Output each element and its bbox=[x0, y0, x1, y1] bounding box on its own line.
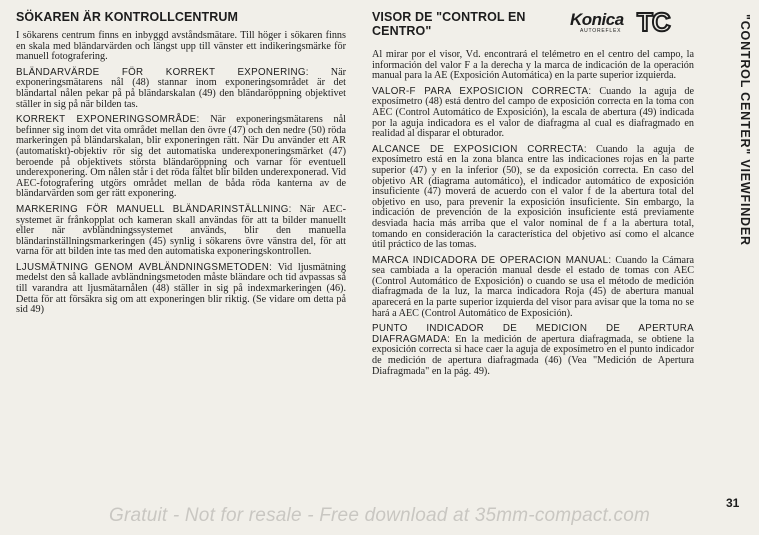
section-heading: ALCANCE DE EXPOSICION CORRECTA: bbox=[372, 143, 587, 155]
spanish-column bbox=[372, 7, 694, 382]
section-text: Vid ljusmätning medelst den så kallade avbländningsmetoden måste bländare och tid avpassas så till varandra att ljusmätarnålen (48) ställer in sig på indexmarkeringen (46). Detta för att försäkra sig om att exponeringen blir riktig. (Se vidare om detta på sid 49) bbox=[16, 261, 346, 316]
page-number: 31 bbox=[726, 496, 740, 510]
section-heading: KORREKT EXPONERINGSOMRÅDE: bbox=[16, 114, 200, 126]
spanish-section bbox=[372, 324, 694, 377]
spanish-section bbox=[372, 256, 694, 320]
swedish-section bbox=[16, 115, 346, 200]
spanish-header bbox=[372, 7, 694, 50]
section-heading: BLÄNDARVÄRDE FÖR KORREKT EXPONERING: bbox=[16, 66, 309, 78]
section-heading: MARKERING FÖR MANUELL BLÄNDARINSTÄLLNING: bbox=[16, 203, 292, 215]
brand-sub: AUTOREFLEX bbox=[580, 28, 622, 34]
spanish-section bbox=[372, 145, 694, 251]
spanish-intro: Al mirar por el visor, Vd. encontrará el telémetro en el centro del campo, la información del valor F a la derecha y la marca de indicación de la operación manual para la AE (Exposición Automática) en la parte superior izquierda. bbox=[372, 49, 694, 82]
swedish-section bbox=[16, 263, 346, 316]
watermark: Gratuit - Not for resale - Free download at 35mm-compact.com bbox=[108, 505, 651, 526]
section-text: Cuando la aguja de exposímetro está en la zona blanca entre las indicaciones rojas en la parte superior (47) y en la inferior (50), se da exposición correcta. En caso del objetivo AR (diagrama automático), el indicador automático de exposición insuficiente (47) moverá de acuerdo con el valor f de la abertura total del objetivo en uso, para prevenir la exposición insuficiente. Sin embargo, la indicación de prevención de la exposición insuficiente está previamente desviada hacia más arriba que el valor nominal de f a la abertura total, tomando en consideración la característica del objetivo así como el alcance útil práctico de las tomas. bbox=[372, 143, 694, 251]
section-heading: LJUSMÄTNING GENOM AVBLÄNDNINGSMETODEN: bbox=[16, 261, 273, 273]
swedish-section bbox=[16, 68, 346, 110]
spanish-title: VISOR DE "CONTROL EN CENTRO" bbox=[372, 10, 526, 38]
section-heading: MARCA INDICADORA DE OPERACION MANUAL: bbox=[372, 254, 612, 266]
section-heading: VALOR-F PARA EXPOSICION CORRECTA: bbox=[372, 85, 592, 97]
swedish-title: SÖKAREN ÄR KONTROLLCENTRUM bbox=[16, 10, 239, 24]
section-text: En la medición de apertura diafragmada, se obtiene la exposición correcta si hace caer la aguja de exposímetro en el punto indicador de medición de apertura diafragmada (46) (Vea "Medición de Apertura Diafragmada" en la pág. 49). bbox=[372, 333, 694, 377]
section-text: När exponeringsmätarens nål befinner sig inom det vita området mellan den övre (47) och den nedre (50) röda markeringen på bländarskalan, blir exponeringen rätt. När Du använder ett AR (automatiskt)-objektiv rör sig det automatiska underexponeringsmärket (47) beroende på objektivets största bländaröppning och varnar för eventuell underexponering. Om nålen står i det röda fältet blir bilden underexponerad. Vid AEC-fotografering utgörs området mellan de båda röda kanterna av de bländarvärden som ger rätt exponering. bbox=[16, 114, 346, 200]
section-text: Cuando la Cámara sea cambiada a la operación manual desde el estado de tomas con AEC (Control Automático de Exposición) o cuando se usa el método de medición diafragmada de la luz, la marca indicadora Roja (45) de abertura manual aparecerá en la parte superior izquierda del visor para avisar que la toma no se hará a AEC (Control Automático de Exposición). bbox=[372, 254, 694, 319]
section-text: När exponeringsmätarens nål (48) stannar inom exponeringsområdet är det bländartal nålen pekar på på bländarskalan (49) den bländaröppning objektivet ställer in sig på när bilden tas. bbox=[16, 66, 346, 110]
brand-name: Konica bbox=[570, 10, 624, 29]
section-text: När AEC-systemet är frånkopplat och kameran skall användas för att ta bilder manuellt eller när avbländningssystemet används, blir den manuella bländarinställningsmarkeringen (45) synlig i sökarens övre vänstra del, för att varna för att bilden inte tas med den automatiska exponeringskontrollen. bbox=[16, 203, 346, 258]
side-title-text: "CONTROL CENTER" VIEWFINDER bbox=[738, 14, 752, 246]
section-text: Cuando la aguja de exposímetro (48) está dentro del campo de exposición correcta en la toma con AEC (Control Automático de Exposición), la escala de abertura (49) indicada por la aguja indicadora es el valor de diafragma al cual es diafragmado en realidad al disparar el obturador. bbox=[372, 85, 694, 140]
swedish-section bbox=[16, 205, 346, 258]
konica-tc-logo bbox=[570, 7, 700, 39]
section-heading: PUNTO INDICADOR DE MEDICION DE APERTURA DIAFRAGMADA: bbox=[372, 323, 694, 345]
side-title bbox=[731, 14, 759, 314]
spanish-section bbox=[372, 87, 694, 140]
swedish-column bbox=[16, 10, 346, 321]
brand-model: TC bbox=[637, 7, 670, 37]
swedish-intro: I sökarens centrum finns en inbyggd avståndsmätare. Till höger i sökaren finns en skala med bländarvärden och längst upp till vänster ett indikeringsmärke för manuell fotografering. bbox=[16, 30, 346, 63]
